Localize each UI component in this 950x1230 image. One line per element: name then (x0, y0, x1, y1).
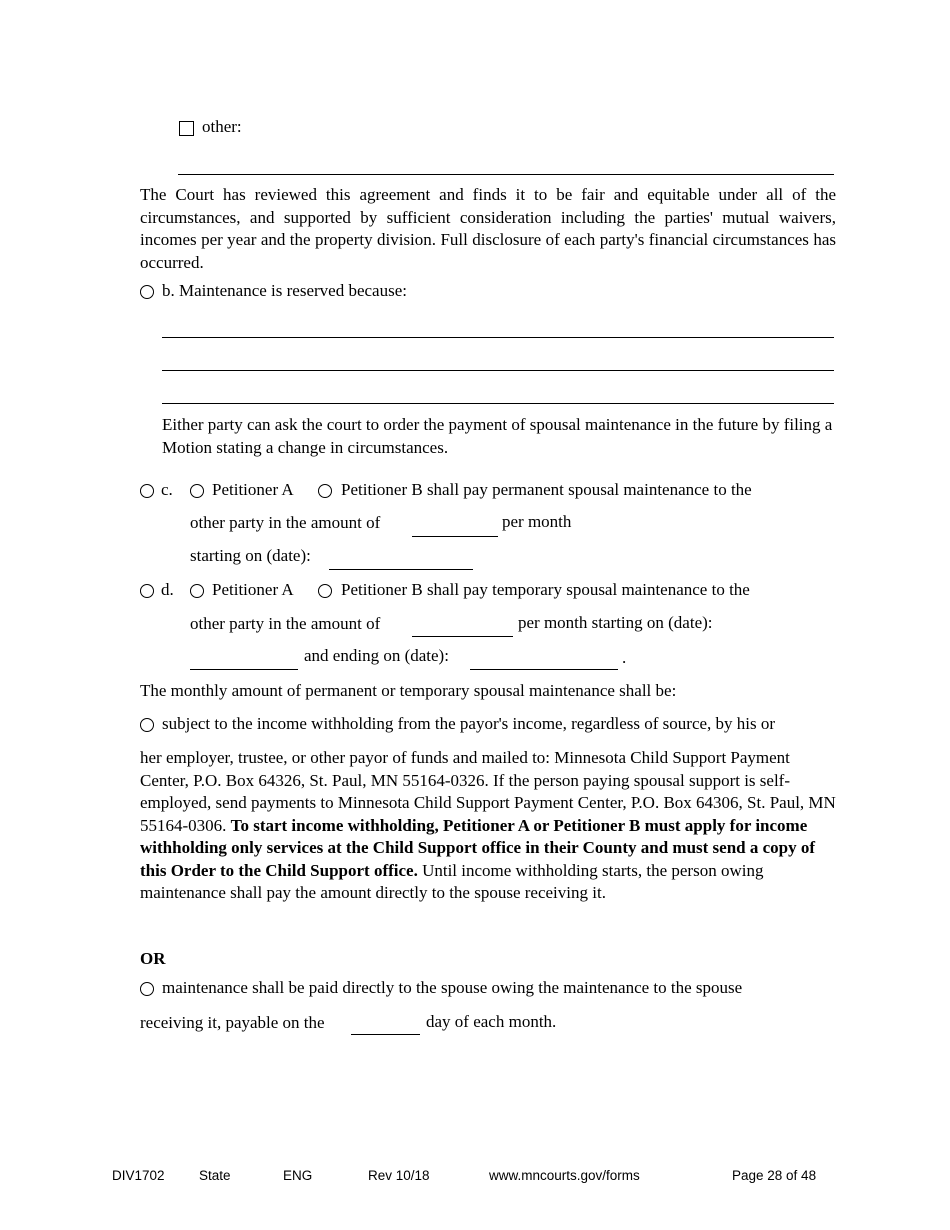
footer-form-id: DIV1702 (112, 1168, 165, 1183)
option-b-label: b. Maintenance is reserved because: (162, 281, 407, 300)
option-d-per-month-starting: per month starting on (date): (518, 613, 713, 632)
footer-revision: Rev 10/18 (368, 1168, 430, 1183)
reserved-reason-line-2[interactable] (162, 370, 834, 371)
direct-first-line: maintenance shall be paid directly to the spouse owing the maintenance to the spouse (162, 978, 743, 997)
option-c-radio[interactable] (140, 484, 154, 498)
direct-payment-radio[interactable] (140, 982, 154, 996)
option-d-petitioner-b-text: Petitioner B shall pay temporary spousal maintenance to the (341, 580, 750, 599)
withholding-paragraph (140, 747, 840, 905)
footer-jurisdiction: State (199, 1168, 231, 1183)
option-d-amount-field[interactable] (412, 636, 513, 637)
withholding-radio[interactable] (140, 718, 154, 732)
option-b-note: Either party can ask the court to order the payment of spousal maintenance in the future by filing a Motion stating a change in circumstances. (162, 415, 833, 457)
option-d-amount-label: other party in the amount of (190, 614, 381, 633)
monthly-amount-text: The monthly amount of permanent or temporary spousal maintenance shall be: (140, 681, 677, 700)
option-c-start-date-field[interactable] (329, 569, 473, 570)
option-c-letter: c. (161, 480, 173, 499)
option-d-petitioner-a-radio[interactable] (190, 584, 204, 598)
option-c-amount-field[interactable] (412, 536, 498, 537)
option-d-start-date-field[interactable] (190, 669, 298, 670)
footer-website[interactable]: www.mncourts.gov/forms (489, 1168, 640, 1183)
other-label: other: (202, 117, 242, 136)
reserved-reason-line-3[interactable] (162, 403, 834, 404)
option-c-per-month: per month (502, 512, 572, 531)
option-c-petitioner-b-text: Petitioner B shall pay permanent spousal maintenance to the (341, 480, 752, 499)
option-d-period: . (622, 648, 627, 667)
payment-day-field[interactable] (351, 1034, 420, 1035)
withholding-first-line: subject to the income withholding from the payor's income, regardless of source, by his or (162, 714, 776, 733)
other-checkbox[interactable] (179, 121, 194, 136)
withholding-tail: Until income withholding starts, the person owing maintenance shall pay the amount directly to the spouse receiving it. (140, 860, 764, 902)
option-b-radio[interactable] (140, 285, 154, 299)
direct-second-line: receiving it, payable on the (140, 1013, 325, 1032)
option-c-starting-label: starting on (date): (190, 546, 311, 565)
option-d-ending-label: and ending on (date): (304, 646, 449, 665)
reserved-reason-line-1[interactable] (162, 337, 834, 338)
withholding-bold-instruction: To start income withholding, Petitioner A or Petitioner B must apply for income withholding only services at the Child Support office in their County and must send a copy of this Order to the Child Support office. (140, 815, 816, 880)
option-d-end-date-field[interactable] (470, 669, 618, 670)
other-blank-line[interactable] (178, 174, 834, 175)
court-finding-paragraph: The Court has reviewed this agreement and finds it to be fair and equitable under all of the circumstances, and supported by sufficient consideration including the parties' mutual waivers, incomes per year and the property division. Full disclosure of each party's financial circumstances has occurred. (140, 185, 836, 272)
option-d-radio[interactable] (140, 584, 154, 598)
option-d-petitioner-a-label: Petitioner A (212, 580, 294, 599)
withholding-body: her employer, trustee, or other payor of funds and mailed to: Minnesota Child Support Payment Center, P.O. Box 64326, St. Paul, MN 55164-0326. If the person paying spousal support is self-employed, send payments to Minnesota Child Support Payment Center, P.O. Box 64306, St. Paul, MN 55164-0306. (140, 748, 836, 835)
or-label: OR (140, 949, 166, 968)
option-c-petitioner-a-label: Petitioner A (212, 480, 294, 499)
footer-page-number: Page 28 of 48 (732, 1168, 817, 1183)
option-c-petitioner-a-radio[interactable] (190, 484, 204, 498)
option-d-petitioner-b-radio[interactable] (318, 584, 332, 598)
option-c-petitioner-b-radio[interactable] (318, 484, 332, 498)
footer-language: ENG (283, 1168, 313, 1183)
option-c-amount-label: other party in the amount of (190, 513, 381, 532)
option-d-letter: d. (161, 580, 174, 599)
direct-day-text: day of each month. (426, 1012, 557, 1031)
